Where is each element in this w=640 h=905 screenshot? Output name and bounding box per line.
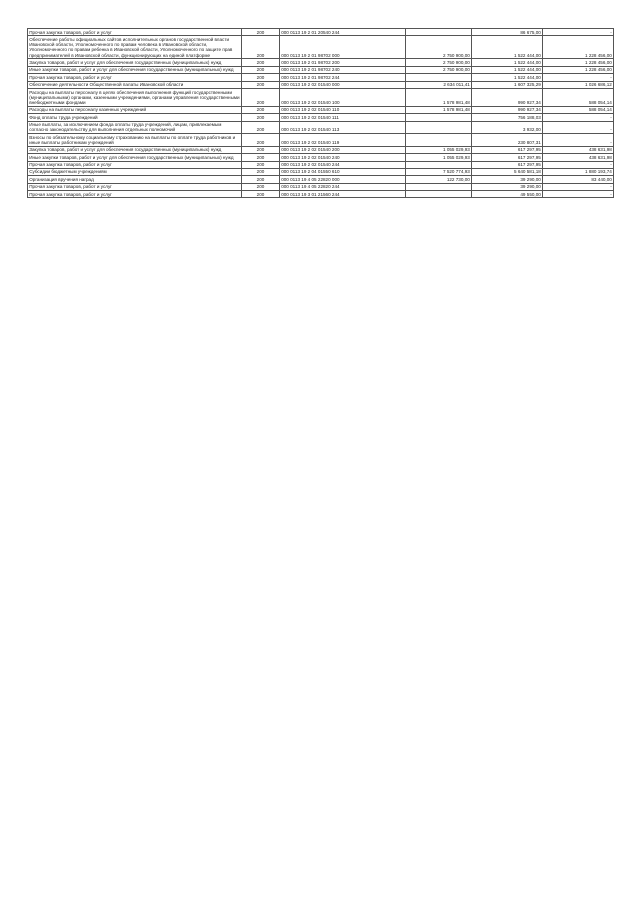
budget-item-name: Прочая закупка товаров, работ и услуг [28,74,242,81]
approved-amount [406,134,472,147]
remaining-amount: 438 631,98 [543,146,614,153]
budget-item-name: Расходы на выплаты персоналу в целях обеспечения выполнения функций государственными (муниципальными) органами, казенными учреждениями, органами управления государственными внебюджетными фондами [29,89,240,105]
table-row [28,59,614,66]
line-code: 200 [242,121,280,134]
approved-amount: 1 055 029,93 [406,154,472,161]
table-row [28,81,614,88]
classification-code: 000 0113 19 4 05 22820 000 [280,176,406,183]
classification-code: 000 0113 19 2 02 01540 000 [280,81,406,88]
classification-code: 000 0113 19 3 01 21560 244 [280,191,406,198]
budget-item-name: Обеспечение деятельности Общественной палаты Ивановской области [28,81,242,88]
table-row [28,66,614,73]
executed-amount: 617 297,95 [472,146,543,153]
approved-amount: 2 750 900,00 [406,66,472,73]
executed-amount: 86 675,00 [472,29,543,36]
budget-item-name: Взносы по обязательному социальному страхованию на выплаты по оплате труда работников и иные выплаты работникам учреждений [28,134,242,147]
remaining-amount: - [543,121,614,134]
document-page [27,28,613,198]
approved-amount: 1 055 029,93 [406,146,472,153]
classification-code: 000 0113 19 2 01 98702 200 [280,59,406,66]
remaining-amount: - [543,191,614,198]
line-code: 200 [242,106,280,113]
executed-amount: 990 927,34 [472,88,543,106]
remaining-amount: 1 228 456,00 [543,66,614,73]
line-code: 200 [242,36,280,59]
table-row [28,121,614,134]
approved-amount: 2 750 900,00 [406,59,472,66]
classification-code: 000 0113 19 2 02 01540 110 [280,106,406,113]
executed-amount: 5 640 581,18 [472,168,543,175]
table-row [28,29,614,36]
budget-execution-table [27,28,614,198]
classification-code: 000 0113 19 2 02 01540 200 [280,146,406,153]
budget-item-name: Прочая закупка товаров, работ и услуг [28,161,242,168]
executed-amount: 990 927,34 [472,106,543,113]
line-code: 200 [242,168,280,175]
line-code: 200 [242,191,280,198]
remaining-amount: - [543,114,614,121]
approved-amount [406,191,472,198]
executed-amount: 49 550,00 [472,191,543,198]
line-code: 200 [242,161,280,168]
table-body [28,29,614,198]
classification-code: 000 0113 19 2 02 01540 113 [280,121,406,134]
line-code: 200 [242,183,280,190]
table-row [28,154,614,161]
remaining-amount: - [543,161,614,168]
budget-item-name: Прочая закупка товаров, работ и услуг [28,183,242,190]
remaining-amount: 83 440,00 [543,176,614,183]
table-row [28,114,614,121]
approved-amount [406,114,472,121]
table-row [28,88,614,106]
approved-amount [406,121,472,134]
approved-amount: 122 730,00 [406,176,472,183]
line-code: 200 [242,176,280,183]
remaining-amount: 588 054,14 [543,106,614,113]
budget-item-name: Закупка товаров, работ и услуг для обеспечения государственных (муниципальных) нужд [28,146,242,153]
budget-item-name: Иные выплаты, за исключением фонда оплаты труда учреждений, лицам, привлекаемым согласно законодательству для выполнения отдельных полномочий [28,121,242,134]
remaining-amount: 1 228 456,00 [543,36,614,59]
approved-amount [406,161,472,168]
line-code: 200 [242,66,280,73]
classification-code: 000 0113 19 2 01 20540 244 [280,29,406,36]
budget-item-name: Закупка товаров, работ и услуг для обеспечения государственных (муниципальных) нужд [28,59,242,66]
remaining-amount: 438 631,98 [543,154,614,161]
remaining-amount: - [543,74,614,81]
classification-code: 000 0113 19 2 02 01540 244 [280,161,406,168]
table-row [28,146,614,153]
classification-code: 000 0113 19 4 05 22820 244 [280,183,406,190]
approved-amount [406,183,472,190]
table-row [28,36,614,59]
line-code: 200 [242,134,280,147]
executed-amount: 617 297,95 [472,161,543,168]
executed-amount: 1 522 444,00 [472,66,543,73]
budget-item-name: Иные закупки товаров, работ и услуг для обеспечения государственных (муниципальных) нужд [28,66,242,73]
budget-item-name: Субсидии бюджетным учреждениям [28,168,242,175]
table-row [28,191,614,198]
table-row [28,134,614,147]
table-row [28,168,614,175]
executed-amount: 39 290,00 [472,176,543,183]
approved-amount: 2 634 011,41 [406,81,472,88]
budget-item-name: Прочая закупка товаров, работ и услуг [28,191,242,198]
approved-amount: 2 750 900,00 [406,36,472,59]
remaining-amount: 1 026 686,12 [543,81,614,88]
line-code: 200 [242,154,280,161]
executed-amount: 756 188,03 [472,114,543,121]
classification-code: 000 0113 19 2 01 98702 240 [280,66,406,73]
budget-item-name: Расходы на выплаты персоналу казенных учреждений [28,106,242,113]
table-row [28,176,614,183]
line-code: 200 [242,59,280,66]
approved-amount: 1 578 981,48 [406,106,472,113]
table-row [28,161,614,168]
executed-amount: 230 807,31 [472,134,543,147]
line-code: 200 [242,74,280,81]
table-row [28,183,614,190]
approved-amount [406,74,472,81]
remaining-amount: - [543,134,614,147]
remaining-amount: 588 054,14 [543,88,614,106]
budget-item-name: Прочая закупка товаров, работ и услуг [28,29,242,36]
remaining-amount: - [543,29,614,36]
executed-amount: 1 522 444,00 [472,36,543,59]
classification-code: 000 0113 19 2 02 01540 240 [280,154,406,161]
line-code: 200 [242,88,280,106]
approved-amount [406,29,472,36]
classification-code: 000 0113 19 2 01 98702 244 [280,74,406,81]
executed-amount: 1 522 444,00 [472,74,543,81]
executed-amount: 1 522 444,00 [472,59,543,66]
classification-code: 000 0113 19 2 01 98702 000 [280,36,406,59]
remaining-amount: - [543,183,614,190]
remaining-amount: 1 880 193,74 [543,168,614,175]
classification-code: 000 0113 19 2 04 01550 610 [280,168,406,175]
line-code: 200 [242,146,280,153]
budget-item-name: Обеспечение работы официальных сайтов исполнительных органов государственной власти Ивановской области, Уполномоченного по правам человека в Ивановской области, Уполномоченного по правам ребенка в Ивановской области, Уполномоченного по защите прав предпринимателей в Ивановской области, функционирующих на единой платформе [28,36,242,59]
line-code: 200 [242,29,280,36]
line-code: 200 [242,114,280,121]
classification-code: 000 0113 19 2 02 01540 119 [280,134,406,147]
executed-amount: 39 290,00 [472,183,543,190]
budget-item-name: Организация вручения наград [28,176,242,183]
approved-amount: 7 520 774,93 [406,168,472,175]
budget-item-name: Иные закупки товаров, работ и услуг для обеспечения государственных (муниципальных) нужд [28,154,242,161]
approved-amount: 1 578 981,48 [406,88,472,106]
remaining-amount: 1 228 456,00 [543,59,614,66]
budget-item-name: Фонд оплаты труда учреждений [28,114,242,121]
executed-amount: 1 607 325,29 [472,81,543,88]
executed-amount: 617 297,95 [472,154,543,161]
classification-code: 000 0113 19 2 02 01540 111 [280,114,406,121]
line-code: 200 [242,81,280,88]
classification-code: 000 0113 19 2 02 01540 100 [280,88,406,106]
executed-amount: 3 932,00 [472,121,543,134]
table-row [28,106,614,113]
table-row [28,74,614,81]
